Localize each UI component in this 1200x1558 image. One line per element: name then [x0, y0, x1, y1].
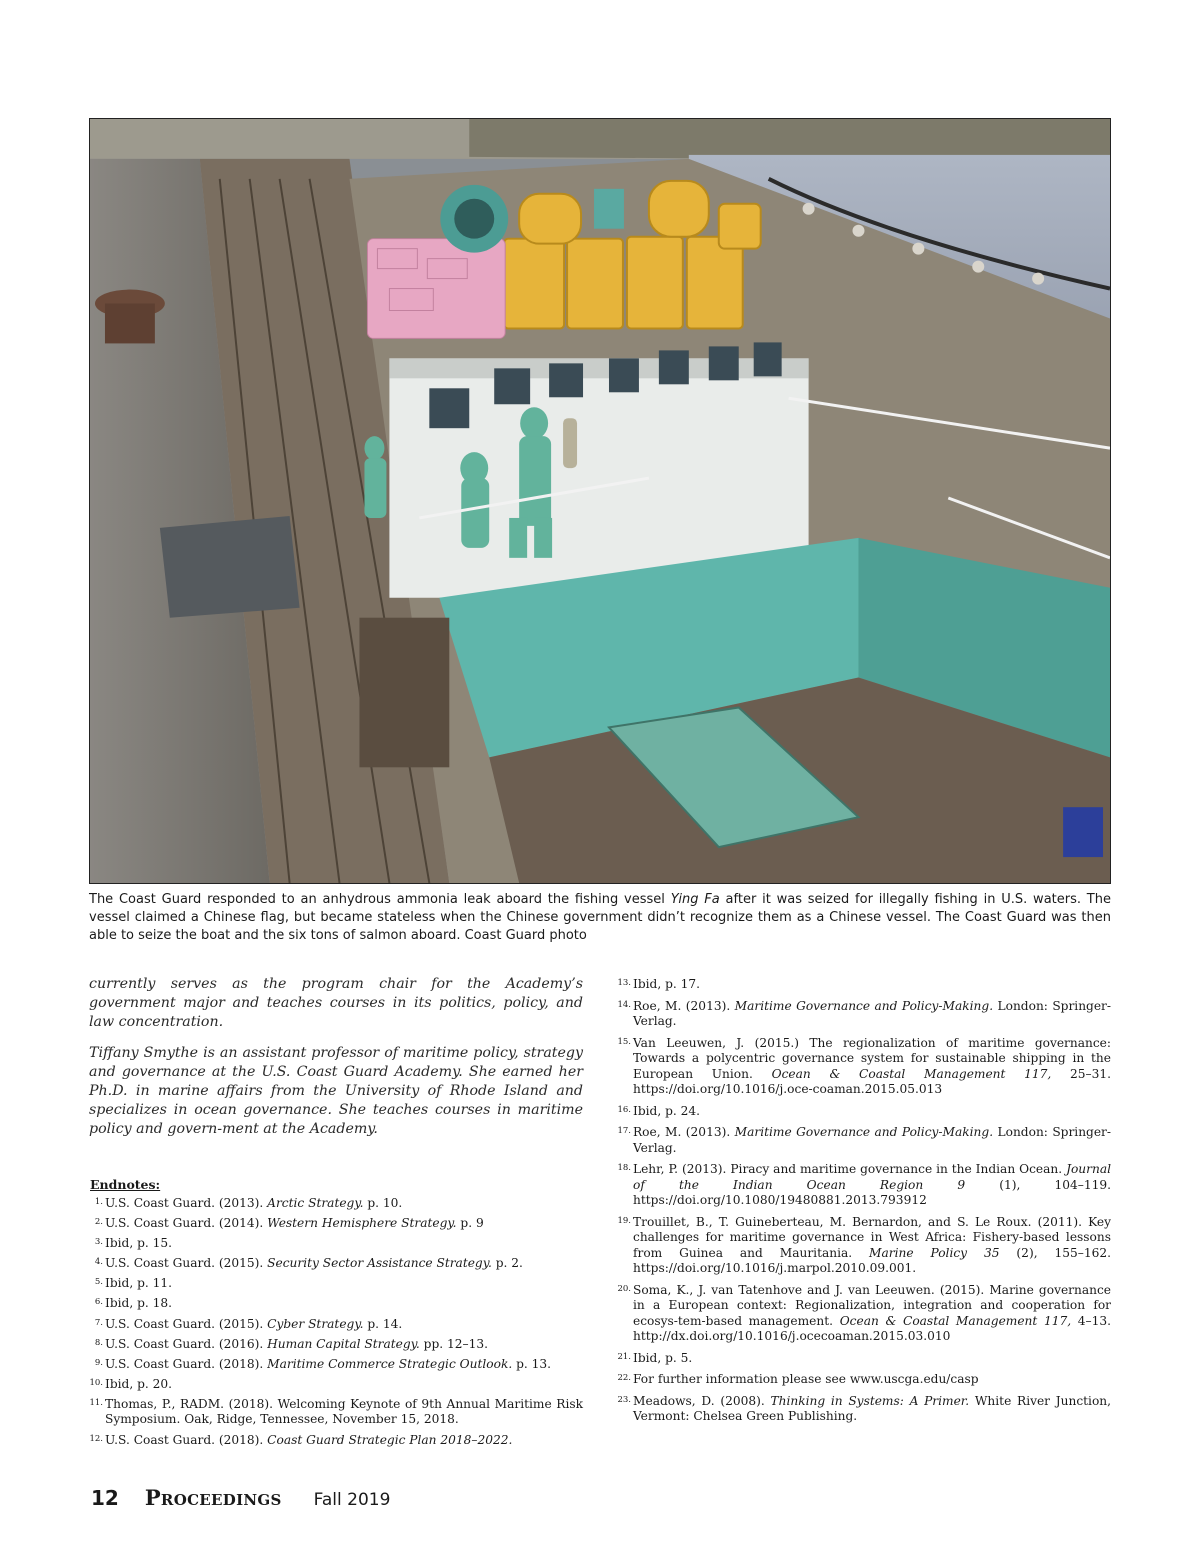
- endnote-text: U.S. Coast Guard. (2018).: [105, 1432, 268, 1447]
- endnote-number: 8.: [94, 1337, 103, 1348]
- endnote-text: Ibid, p. 18.: [105, 1296, 172, 1311]
- endnote-item: [89, 1397, 583, 1428]
- endnote-number: 22.: [617, 1373, 631, 1383]
- endnote-item: [89, 1377, 583, 1393]
- endnote-item: [89, 1216, 583, 1232]
- endnotes-heading: Endnotes:: [90, 1177, 161, 1192]
- endnote-text-after: p. 9: [456, 1216, 484, 1231]
- endnote-text-after: p. 13.: [512, 1356, 552, 1371]
- endnote-title: Thinking in Systems: A Primer.: [770, 1393, 970, 1408]
- endnote-text: Lehr, P. (2013). Piracy and maritime governance in the Indian Ocean.: [633, 1162, 1067, 1176]
- endnote-item: [89, 1357, 583, 1373]
- endnote-text-after: (1), 104–119. https://doi.org/10.1080/19480881.2013.793912: [633, 1177, 1111, 1207]
- caption-text-start: The Coast Guard responded to an anhydrous ammonia leak aboard the fishing vessel: [89, 892, 671, 907]
- endnote-item: [89, 1256, 583, 1272]
- endnote-item: [617, 1372, 1111, 1388]
- endnote-number: 5.: [94, 1277, 103, 1288]
- endnote-item: [617, 1104, 1111, 1120]
- vessel-name: Ying Fa: [670, 892, 720, 907]
- right-column: [617, 977, 1111, 1431]
- endnote-item: [89, 1236, 583, 1252]
- endnote-text-after: London: Springer-Verlag.: [633, 1125, 1112, 1155]
- endnote-number: 4.: [94, 1257, 103, 1268]
- endnotes-list-right: [617, 977, 1111, 1425]
- endnote-text: Roe, M. (2013).: [633, 998, 735, 1013]
- endnote-title: Maritime Governance and Policy-Making.: [734, 1125, 994, 1139]
- endnote-number: 10.: [89, 1377, 103, 1388]
- endnote-number: 11.: [89, 1397, 103, 1408]
- endnote-text-after: p. 14.: [363, 1316, 403, 1331]
- endnote-title: Marine Policy 35: [869, 1245, 1000, 1260]
- endnote-number: 17.: [617, 1126, 631, 1136]
- endnote-item: [89, 1276, 583, 1292]
- endnote-text: U.S. Coast Guard. (2015).: [105, 1316, 268, 1331]
- endnote-number: 6.: [94, 1297, 103, 1308]
- endnote-item: [617, 977, 1111, 993]
- endnote-text-after: p. 10.: [363, 1196, 403, 1210]
- endnote-text: Ibid, p. 5.: [633, 1350, 693, 1365]
- endnote-number: 13.: [617, 978, 631, 988]
- endnote-text: Van Leeuwen, J. (2015.) The regionalization of maritime governance: Towards a polycentric governance system for sustainable shipping in the European Union.: [633, 1035, 1111, 1081]
- author-bio-1: currently serves as the program chair for the Academy’s government major and teaches courses in its politics, policy, and law concentration.: [89, 976, 583, 1030]
- endnotes-list-left: [89, 1196, 583, 1448]
- endnote-number: 16.: [617, 1104, 631, 1115]
- endnote-title: Security Sector Assistance Strategy.: [267, 1256, 492, 1271]
- endnote-title: Arctic Strategy.: [267, 1196, 364, 1210]
- left-column: [89, 975, 583, 1453]
- endnote-text-after: 4–13. http://dx.doi.org/10.1016/j.ocecoaman.2015.03.010: [633, 1313, 1112, 1343]
- endnote-item: [617, 1036, 1111, 1098]
- endnote-text: Ibid, p. 20.: [105, 1376, 172, 1391]
- endnote-title: Journal of the Indian Ocean Region 9: [633, 1162, 1111, 1192]
- endnote-title: Coast Guard Strategic Plan 2018–2022.: [267, 1432, 513, 1447]
- endnote-text: Ibid, p. 11.: [105, 1276, 172, 1291]
- endnote-title: Maritime Commerce Strategic Outlook.: [267, 1356, 513, 1371]
- photo-caption: [89, 891, 1111, 945]
- endnote-text: U.S. Coast Guard. (2015).: [105, 1256, 268, 1271]
- endnote-title: Western Hemisphere Strategy.: [267, 1216, 457, 1231]
- author-bio-2: Tiffany Smythe is an assistant professor of maritime policy, strategy and governance at the U.S. Coast Guard Academy. She earned her Ph.D. in marine affairs from the University of Rhode Island and specializes in ocean governance. She teaches courses in maritime policy and govern-ment at the Academy.: [89, 1045, 583, 1137]
- page-footer: [91, 1485, 390, 1510]
- endnote-number: 3.: [94, 1237, 103, 1248]
- endnote-text-after: pp. 12–13.: [419, 1336, 489, 1351]
- endnote-text-after: p. 2.: [491, 1256, 523, 1271]
- endnote-item: [617, 1215, 1111, 1277]
- endnote-item: [89, 1433, 583, 1449]
- endnote-text: U.S. Coast Guard. (2016).: [105, 1336, 268, 1351]
- endnote-text-after: (2), 155–162. https://doi.org/10.1016/j.marpol.2010.09.001.: [633, 1245, 1111, 1275]
- endnote-text-after: White River Junction, Vermont: Chelsea Green Publishing.: [633, 1393, 1112, 1423]
- endnote-text: Ibid, p. 15.: [105, 1236, 172, 1251]
- endnote-text-after: London: Springer-Verlag.: [633, 998, 1112, 1028]
- fishing-vessel-image: [90, 119, 1110, 883]
- endnote-number: 23.: [617, 1394, 631, 1405]
- endnote-text: U.S. Coast Guard. (2018).: [105, 1356, 268, 1371]
- endnote-title: Human Capital Strategy.: [267, 1336, 420, 1351]
- endnote-item: [617, 1351, 1111, 1367]
- endnote-item: [617, 1394, 1111, 1425]
- endnote-text: U.S. Coast Guard. (2013).: [105, 1196, 268, 1210]
- endnote-number: 1.: [94, 1197, 103, 1207]
- endnote-item: [89, 1196, 583, 1212]
- endnote-text: Thomas, P., RADM. (2018). Welcoming Keynote of 9th Annual Maritime Risk Symposium. Oak, Ridge, Tennessee, November 15, 2018.: [105, 1396, 583, 1427]
- endnote-text: Meadows, D. (2008).: [633, 1393, 771, 1408]
- endnote-text: Roe, M. (2013).: [633, 1125, 735, 1139]
- endnote-number: 12.: [89, 1433, 103, 1444]
- ship-photo: [89, 118, 1111, 884]
- endnote-title: Cyber Strategy.: [267, 1316, 364, 1331]
- caption-text-end: after it was seized for illegally fishing in U.S. waters. The vessel claimed a Chinese flag, but became stateless when the Chinese government didn’t recognize them as a Chinese vessel. The Coast Guard was then able to seize the boat and the six tons of salmon aboard. Coast Guard photo: [89, 892, 1111, 943]
- endnote-text: For further information please see www.uscga.edu/casp: [633, 1372, 979, 1386]
- endnote-number: 18.: [617, 1163, 631, 1173]
- endnote-item: [89, 1317, 583, 1333]
- endnote-text-after: 25–31. https://doi.org/10.1016/j.oce-coaman.2015.05.013: [633, 1066, 1112, 1096]
- endnote-title: Ocean & Coastal Management 117,: [771, 1066, 1052, 1081]
- endnote-item: [89, 1296, 583, 1312]
- endnote-number: 2.: [94, 1217, 103, 1228]
- endnote-text: Ibid, p. 24.: [633, 1103, 700, 1118]
- endnote-item: [617, 1125, 1111, 1156]
- endnote-item: [617, 999, 1111, 1030]
- page-number: 12: [91, 1486, 119, 1510]
- endnote-text: Ibid, p. 17.: [633, 977, 700, 991]
- endnote-title: Maritime Governance and Policy-Making.: [734, 998, 994, 1013]
- endnote-number: 9.: [94, 1357, 103, 1368]
- endnote-item: [617, 1283, 1111, 1345]
- issue-date: Fall 2019: [313, 1490, 391, 1510]
- endnote-number: 15.: [617, 1036, 631, 1047]
- endnote-number: 20.: [617, 1283, 631, 1294]
- endnote-number: 19.: [617, 1215, 631, 1226]
- endnote-text: Soma, K., J. van Tatenhove and J. van Leeuwen. (2015). Marine governance in a European context: Regionalization, integration and cooperation for ecosys-tem-based management.: [633, 1282, 1111, 1328]
- endnote-number: 7.: [94, 1317, 103, 1328]
- endnote-number: 14.: [617, 999, 631, 1010]
- endnote-text: Trouillet, B., T. Guineberteau, M. Bernardon, and S. Le Roux. (2011). Key challenges for maritime governance in West Africa: Fishery-based lessons from Guinea and Mauritania.: [633, 1214, 1111, 1260]
- publication-title: Proceedings: [144, 1485, 282, 1510]
- endnote-text: U.S. Coast Guard. (2014).: [105, 1216, 268, 1231]
- endnote-item: [617, 1162, 1111, 1209]
- endnote-number: 21.: [617, 1351, 631, 1362]
- endnote-item: [89, 1337, 583, 1353]
- endnote-title: Ocean & Coastal Management 117,: [839, 1313, 1072, 1328]
